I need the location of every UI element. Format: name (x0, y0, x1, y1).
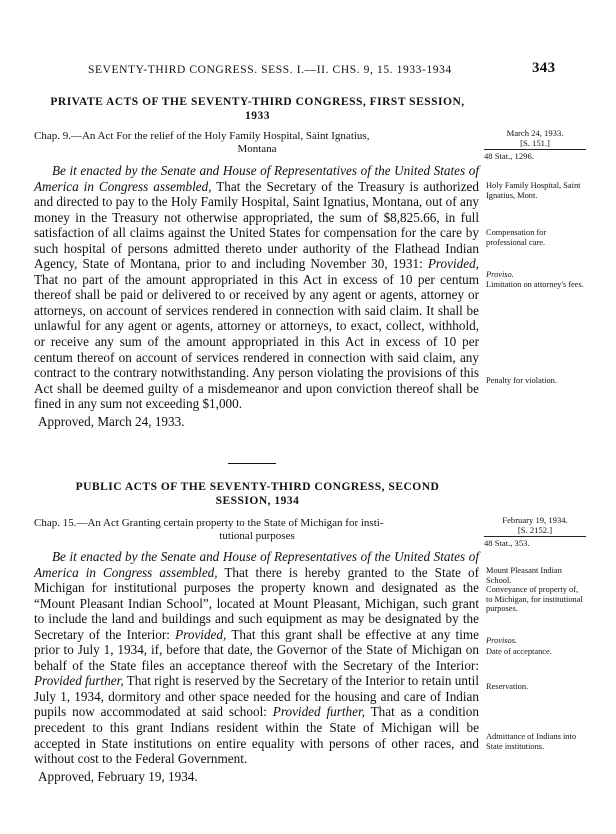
margin-note-compensation: Compensation for professional care. (486, 228, 547, 247)
margin-note-date-acceptance: Date of acceptance. (486, 647, 552, 656)
chapter9-enacting-clause: Be it enacted by the Senate and House of Representatives of the United States of America in Congress assembled, (34, 163, 479, 194)
chapter15-provided-further-1: Provided further, (34, 673, 124, 689)
section2-heading (30, 480, 485, 508)
chapter9-approved: Approved, March 24, 1933. (38, 413, 185, 429)
chapter15-text-part2: That this grant shall be effective at any time prior to July 1, 1934, if, before that date, the Governor of the State of Michigan on behalf of the State files an acceptance thereof with the Secretary of the Interior: (34, 626, 479, 673)
chapter15-provided: Provided, (175, 626, 227, 642)
running-header (0, 60, 616, 80)
chapter15-date: February 19, 1934. (502, 515, 568, 525)
section1-heading-line1: PRIVATE ACTS OF THE SEVENTY-THIRD CONGRESS, FIRST SESSION, (50, 96, 465, 108)
margin-note-provisos: Provisos. (486, 636, 518, 645)
chapter15-enacting-clause: Be it enacted by the Senate and House of Representatives of the United States of America in Congress assembled, (34, 549, 479, 580)
chapter9-bill: [S. 151.] (520, 138, 550, 148)
section1-heading (30, 95, 485, 123)
chapter9-text-part2: That no part of the amount appropriated in this Act in excess of 10 per centum thereof shall be paid or delivered to or received by any agent or agents, attorney or attorneys, on account of services rendered in connection with said claim. It shall be unlawful for any agent or agents, attorney or attorneys, to exact, collect, withhold, or receive any sum of the amount appropriated in this Act in excess of 10 per centum thereof on account of services rendered in connection with said claim, any contract to the contrary notwithstanding. Any person violating the provisions of this Act shall be deemed guilty of a misdemeanor and upon conviction thereof shall be fined in any sum not exceeding $1,000. (34, 271, 479, 412)
section2-heading-line1: PUBLIC ACTS OF THE SEVENTY-THIRD CONGRESS, SECOND (75, 481, 440, 493)
chapter9-title-line2: Montana (237, 143, 277, 155)
chapter15-stat: 48 Stat., 353. (484, 538, 530, 548)
chapter15-sidebar-rule (484, 536, 586, 537)
chapter9-title-line1: Chap. 9.—An Act For the relief of the Holy Family Hospital, Saint Ignatius, (34, 130, 370, 142)
margin-note-limitation: Limitation on attorney's fees. (486, 280, 584, 289)
page-number: 343 (532, 60, 556, 76)
chapter15-body (34, 549, 479, 784)
chapter9-body (34, 163, 479, 429)
chapter15-title-line2: tutional purposes (219, 530, 295, 542)
chapter15-sidebar (484, 515, 586, 548)
section1-heading-line2: 1933 (245, 110, 270, 122)
chapter15-title (34, 517, 480, 543)
section2-heading-line2: SESSION, 1934 (215, 495, 300, 507)
chapter9-stat: 48 Stat., 1296. (484, 151, 534, 161)
chapter9-title (34, 130, 480, 156)
margin-note-admittance: Admittance of Indians into State institutions. (486, 732, 577, 751)
chapter9-text-part1: That the Secretary of the Treasury is authorized and directed to pay to the Holy Family Hospital, Saint Ignatius, Montana, out of any money in the Treasury not otherwise appropriated, the sum of $8,825.66, in full satisfaction of all claims against the United States for compensation for the care by such hospital of persons admitted thereto under authority of the Flathead Indian Agency, State of Montana, prior to and including November 30, 1931: (34, 178, 480, 272)
chapter15-provided-further-2: Provided further, (272, 704, 365, 720)
chapter15-bill: [S. 2152.] (517, 525, 553, 535)
chapter9-date: March 24, 1933. (506, 128, 564, 138)
margin-note-conveyance: Conveyance of property of, to Michigan, for institutional purposes. (486, 585, 583, 614)
margin-note-penalty: Penalty for violation. (486, 376, 557, 385)
chapter15-text-part3: That right is reserved by the Secretary of the Interior to retain until July 1, 1934, dormitory and other space needed for the housing and care of Indian pupils now accommodated at said school: (34, 673, 479, 720)
section-divider (228, 463, 276, 464)
chapter15-title-line1: Chap. 15.—An Act Granting certain property to the State of Michigan for insti- (34, 517, 384, 529)
chapter9-provided: Provided, (427, 256, 479, 272)
chapter9-sidebar (484, 128, 586, 161)
chapter9-sidebar-rule (484, 149, 586, 150)
running-head-text: SEVENTY-THIRD CONGRESS. SESS. I.—II. CHS. 9, 15. 1933-1934 (88, 64, 452, 76)
margin-note-hospital: Holy Family Hospital, Saint Ignatius, Mont. (486, 181, 581, 200)
chapter15-text-part1: That there is hereby granted to the State of Michigan for institutional purposes the property known and designated as the “Mount Pleasant Indian School”, located at Mount Pleasant, Michigan, such grant to include the land and buildings and such equipment as may be designated by the Secretary of the Interior: (34, 564, 479, 642)
chapter15-approved: Approved, February 19, 1934. (38, 768, 198, 784)
chapter15-text-part4: That as a condition precedent to this grant Indians resident within the State of Michigan will be accepted in State institutions on entire equality with persons of other races, and without cost to the Federal Government. (34, 704, 479, 767)
margin-note-reservation: Reservation. (486, 682, 529, 691)
margin-note-school: Mount Pleasant Indian School. (486, 566, 562, 585)
margin-note-proviso: Proviso. (486, 270, 514, 279)
